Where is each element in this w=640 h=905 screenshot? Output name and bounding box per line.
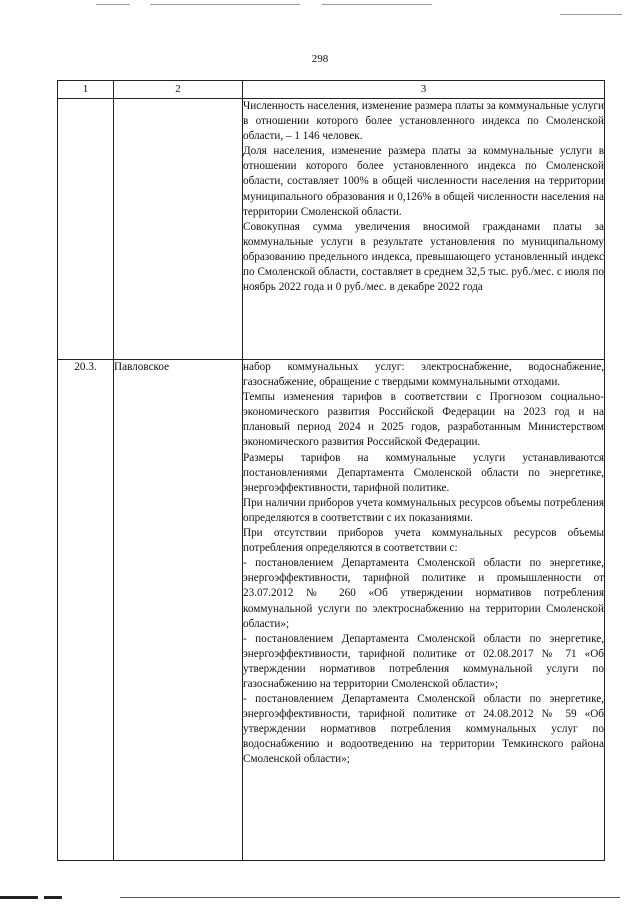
- scan-line: [322, 4, 432, 5]
- scan-line: [120, 897, 620, 898]
- description-paragraph: - постановлением Департамента Смоленской области по энергетике, энергоэффективности, тарифной политике и промышленности от 23.07.2012 № 260 «Об утверждении нормативов потребления коммунальной услуги по электроснабжению на территории Смоленской области»;: [243, 557, 604, 630]
- description-paragraph: набор коммунальных услуг: электроснабжение, водоснабжение, газоснабжение, обращение с твердыми коммунальными отходами.: [243, 361, 604, 389]
- scan-line: [150, 4, 300, 5]
- description-paragraph: - постановлением Департамента Смоленской области по энергетике, энергоэффективности, тарифной политике от 24.08.2012 № 59 «Об утверждении нормативов потребления коммунальных услуг по водоснабжению и водоотведению на территории Темкинского района Смоленской области»;: [243, 693, 604, 766]
- row-number: [58, 99, 114, 360]
- table-row: [58, 99, 605, 360]
- description-paragraph: Размеры тарифов на коммунальные услуги устанавливаются постановлениями Департамента Смоленской области по энергетике, энергоэффективности, тарифной политике.: [243, 451, 604, 494]
- column-header: 2: [114, 81, 243, 99]
- row-number: 20.3.: [58, 360, 114, 861]
- document-table: [57, 80, 605, 861]
- description-cell: [243, 360, 605, 861]
- column-header: 1: [58, 81, 114, 99]
- description-cell: [243, 99, 605, 360]
- page-number: 298: [311, 53, 329, 65]
- description-paragraph: Темпы изменения тарифов в соответствии с Прогнозом социально-экономического развития Российской Федерации на 2023 год и на плановый период 2024 и 2025 годов, разработанным Министерством экономического развития Российской Федерации.: [243, 391, 604, 449]
- scan-line: [96, 4, 130, 5]
- description-paragraph: При наличии приборов учета коммунальных ресурсов объемы потребления определяются в соответствии с их показаниями.: [243, 496, 604, 524]
- column-header: 3: [243, 81, 605, 99]
- scan-line: [560, 14, 622, 15]
- settlement-name: [114, 99, 243, 360]
- table-header-row: [58, 81, 605, 99]
- scan-mark: [44, 896, 62, 899]
- description-paragraph: Численность населения, изменение размера платы за коммунальные услуги в отношении которого более установленного индекса по Смоленской области, – 1 146 человек.: [243, 100, 604, 143]
- description-paragraph: - постановлением Департамента Смоленской области по энергетике, энергоэффективности, тарифной политике от 02.08.2017 № 71 «Об утверждении нормативов потребления коммунальной услуги по газоснабжению на территории Смоленской области»;: [243, 632, 604, 690]
- table-row: [58, 360, 605, 861]
- settlement-name: Павловское: [114, 360, 243, 861]
- scan-mark: [0, 896, 38, 899]
- description-paragraph: Совокупная сумма увеличения вносимой гражданами платы за коммунальные услуги в результате установления по муниципальному образованию предельного индекса, превышающего установленный индекс по Смоленской области, составляет в среднем 32,5 тыс. руб./мес. с июля по ноябрь 2022 года и 0 руб./мес. в декабре 2022 года: [243, 220, 604, 294]
- description-paragraph: При отсутствии приборов учета коммунальных ресурсов объемы потребления определяются в соответствии с:: [243, 527, 604, 555]
- description-paragraph: Доля населения, изменение размера платы за коммунальные услуги в отношении которого более установленного индекса по Смоленской области, составляет 100% в общей численности населения на территории муниципального образования и 0,126% в общей численности населения на территории Смоленской области.: [243, 145, 604, 218]
